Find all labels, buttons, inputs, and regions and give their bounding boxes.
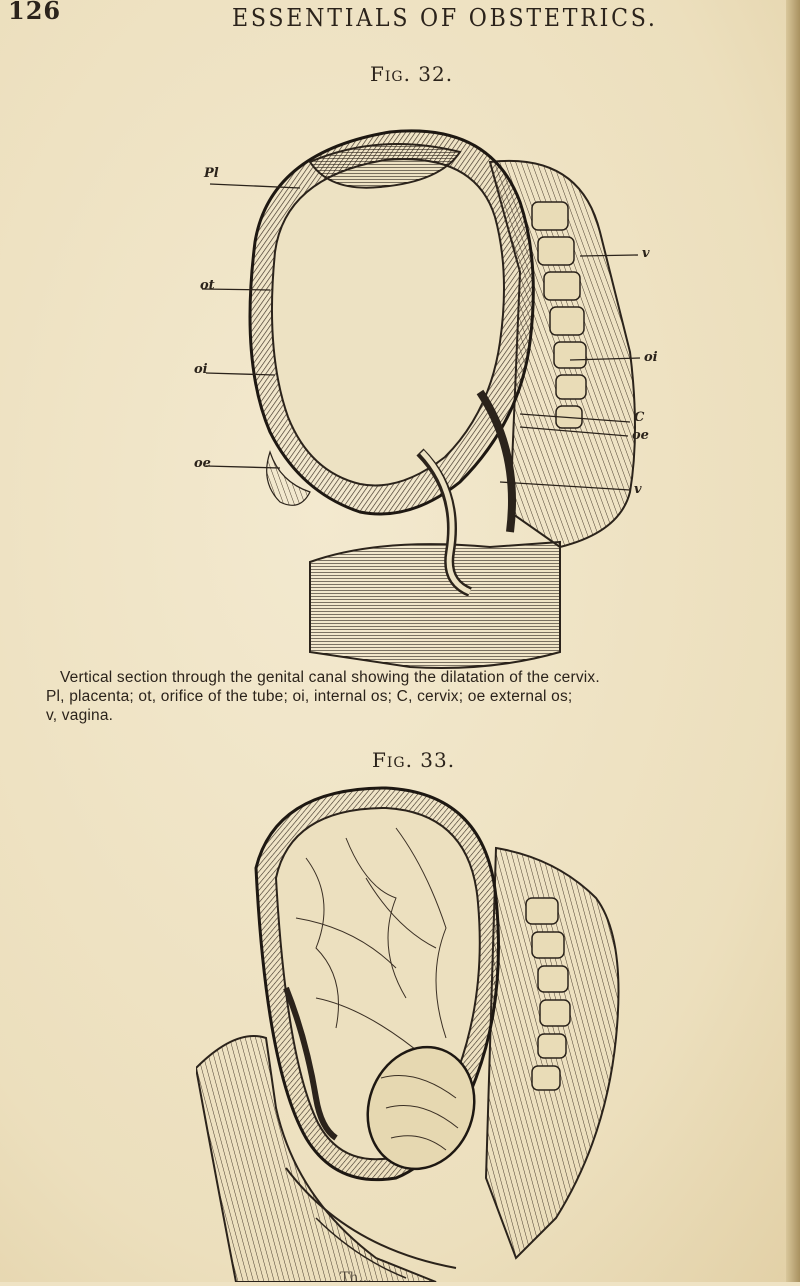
label-oe-right: oe xyxy=(632,428,649,443)
page-footer-partial: Th... xyxy=(340,1270,372,1286)
caption-line-3: v, vagina. xyxy=(46,707,114,724)
page-number: 126 xyxy=(8,0,62,25)
figure-33-label: Fig. 33. xyxy=(372,748,456,772)
label-placenta: Pl xyxy=(204,166,219,181)
page-edge xyxy=(786,0,800,1282)
running-title: ESSENTIALS OF OBSTETRICS. xyxy=(232,4,658,32)
label-cervix-right: C xyxy=(634,410,645,425)
label-oi-right: oi xyxy=(644,350,658,365)
label-vagina-right: v xyxy=(634,482,642,497)
caption-line-2: Pl, placenta; ot, orifice of the tube; oi, internal os; C, cervix; oe external os; xyxy=(46,688,573,705)
caption-line-1: Vertical section through the genital canal showing the dilatation of the cervix. xyxy=(60,669,600,686)
uterus-section-drawing xyxy=(160,92,680,672)
pregnant-uterus-drawing xyxy=(196,778,636,1282)
label-internal-os-left: oi xyxy=(194,362,208,377)
label-orifice-tube: ot xyxy=(200,278,215,293)
figure-32-illustration xyxy=(160,92,680,672)
figure-32-caption xyxy=(46,668,776,725)
label-external-os-left: oe xyxy=(194,456,211,471)
label-v-right: v xyxy=(642,246,650,261)
figure-32-label: Fig. 32. xyxy=(370,62,454,86)
figure-33-illustration xyxy=(196,778,636,1282)
